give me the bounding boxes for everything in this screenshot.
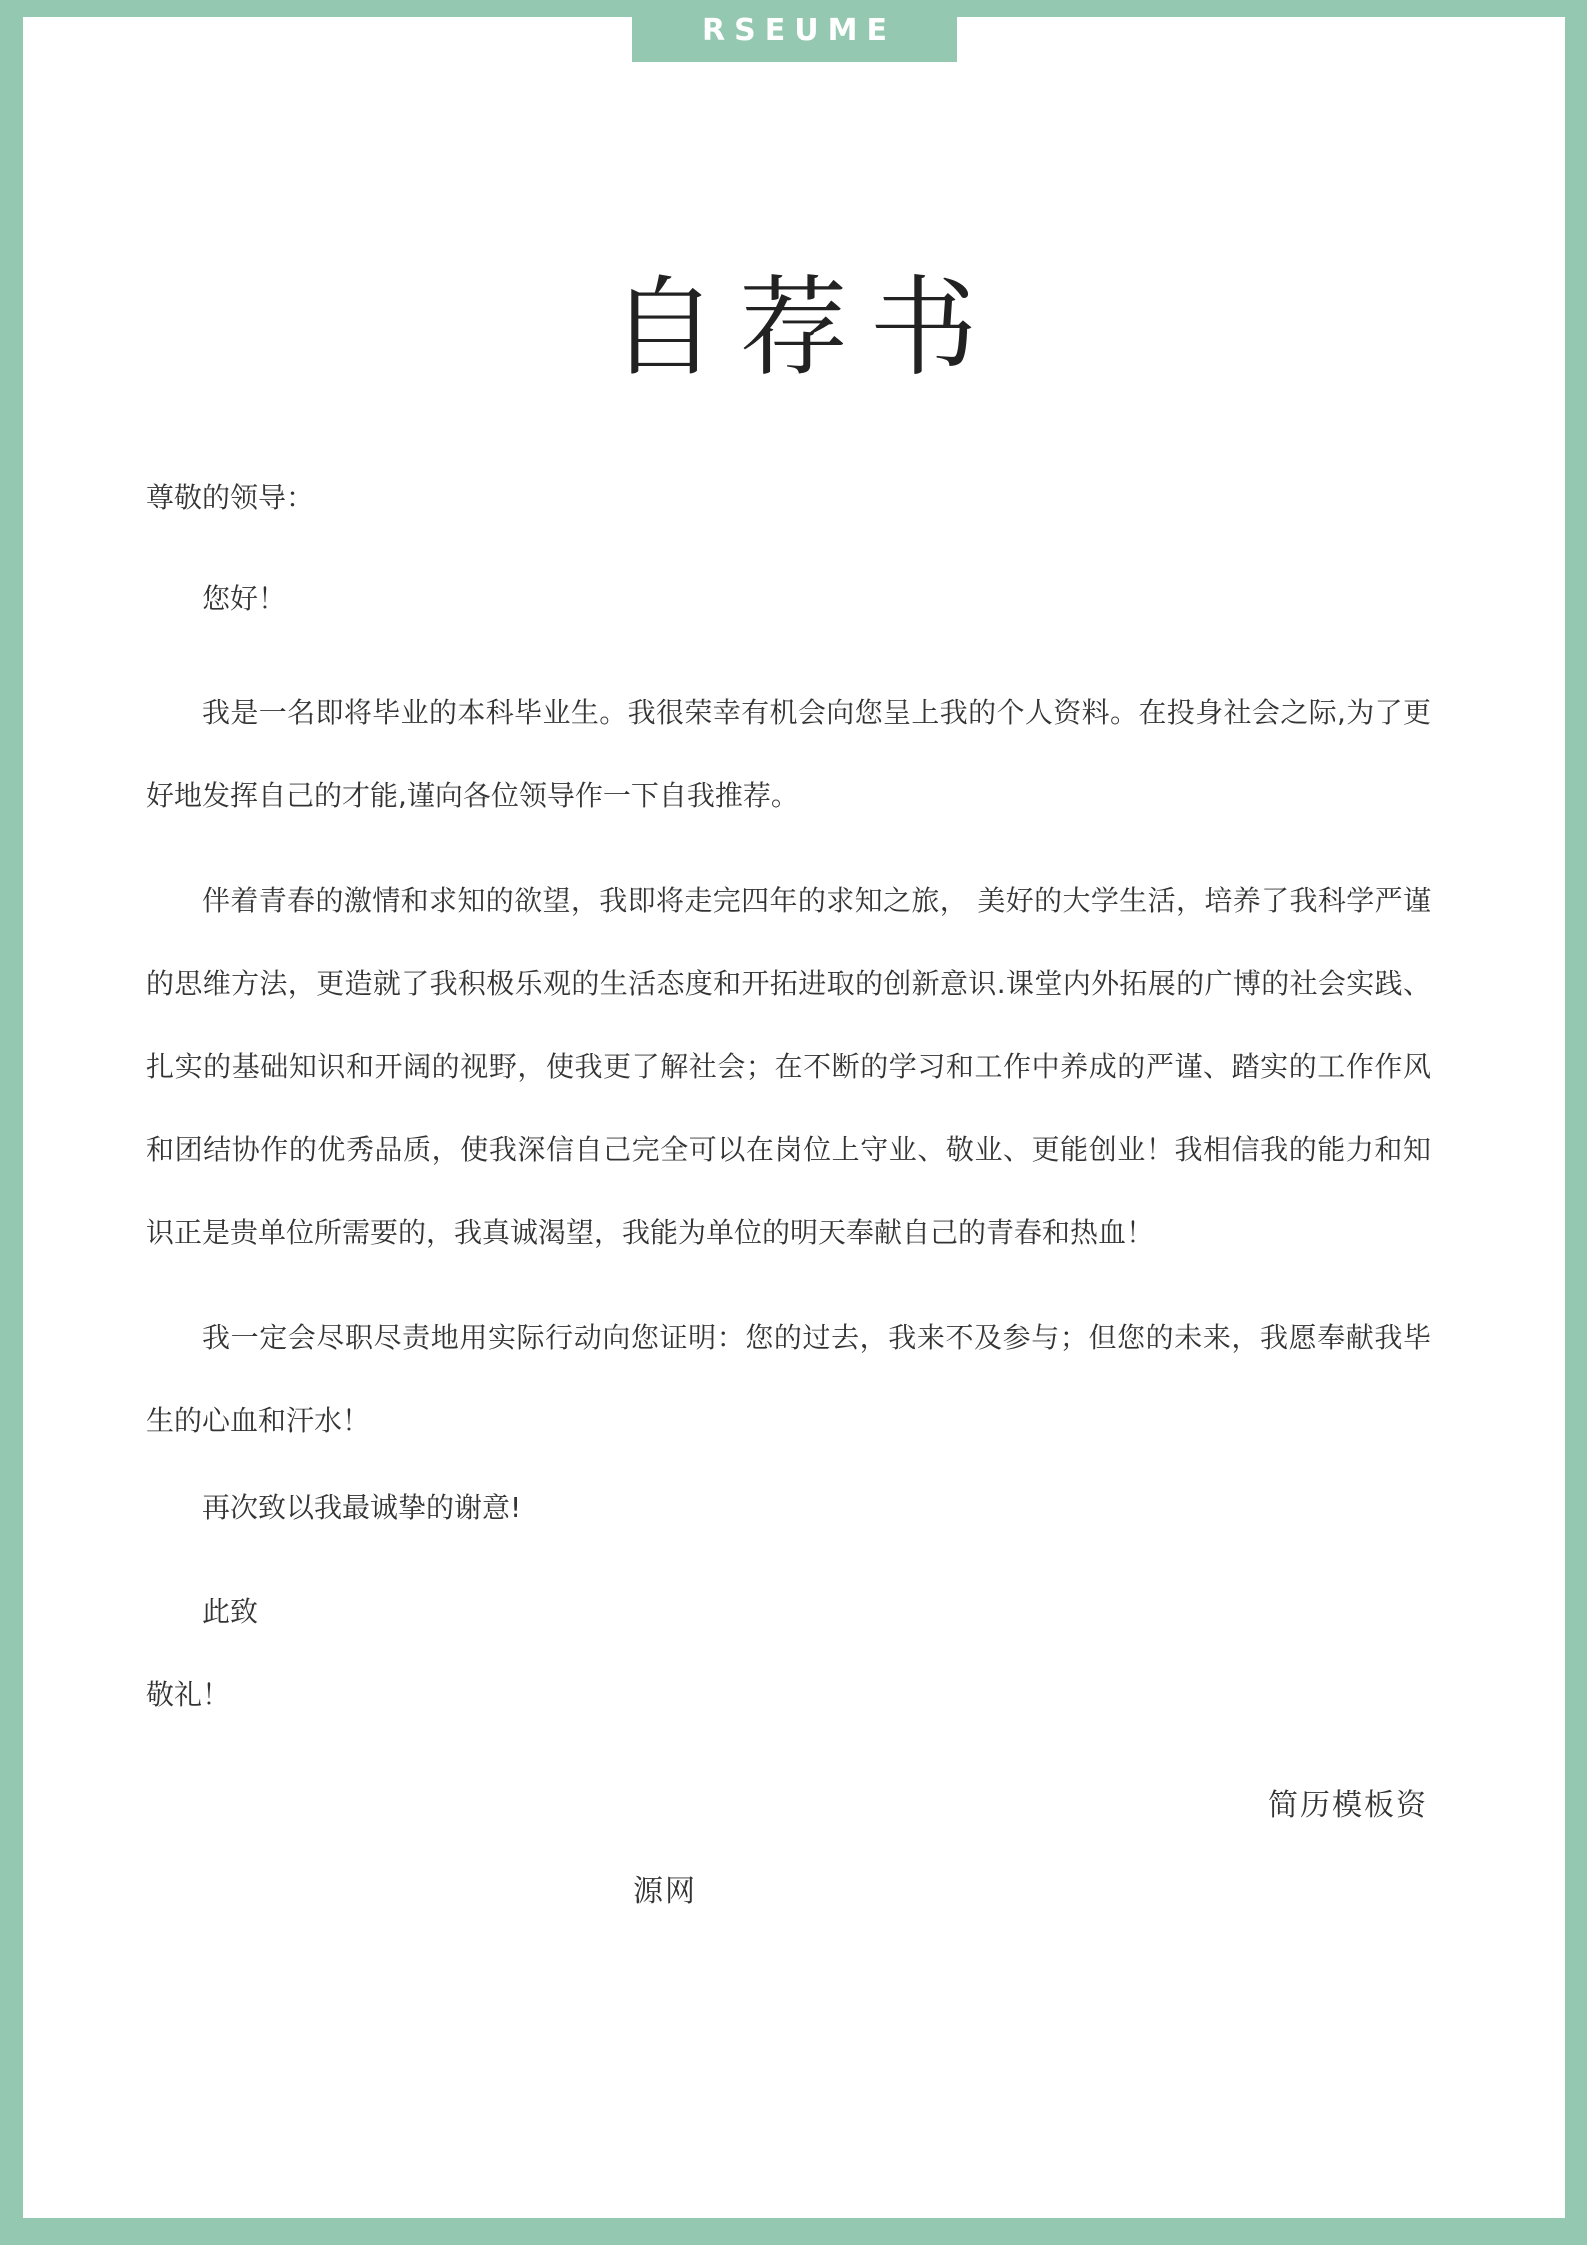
salutation: 尊敬的领导： bbox=[146, 481, 315, 514]
paragraph-experience: 伴着青春的激情和求知的欲望，我即将走完四年的求知之旅， 美好的大学生活，培养了我科学严谨的思维方法，更造就了我积极乐观的生活态度和开拓进取的创新意识.课堂内外拓展的广博的社会实践、扎实的基础知识和开阔的视野，使我更了解社会；在不断的学习和工作中养成的严谨、踏实的工作作风和团结协作的优秀品质，使我深信自己完全可以在岗位上守业、敬业、更能创业！我相信我的能力和知识正是贵单位所需要的，我真诚渴望，我能为单位的明天奉献自己的青春和热血！ bbox=[146, 884, 1431, 1249]
greeting: 您好！ bbox=[202, 582, 287, 615]
paragraph-commitment: 我一定会尽职尽责地用实际行动向您证明：您的过去，我来不及参与；但您的未来，我愿奉献我毕生的心血和汗水！ bbox=[146, 1321, 1431, 1437]
regards-line: 敬礼！ bbox=[146, 1678, 231, 1711]
thanks-line: 再次致以我最诚挚的谢意! bbox=[202, 1491, 522, 1524]
signature-line-1: 简历模板资 bbox=[1268, 1788, 1428, 1823]
page-title: 自荐书 bbox=[609, 266, 1000, 392]
closing-line: 此致 bbox=[202, 1595, 259, 1628]
letter-body bbox=[146, 468, 1431, 1748]
signature-line-2: 源网 bbox=[633, 1874, 697, 1909]
paragraph-intro: 我是一名即将毕业的本科毕业生。我很荣幸有机会向您呈上我的个人资料。在投身社会之际,为了更好地发挥自己的才能,谨向各位领导作一下自我推荐。 bbox=[146, 696, 1431, 812]
resume-tab-label: RSEUME bbox=[632, 0, 957, 62]
